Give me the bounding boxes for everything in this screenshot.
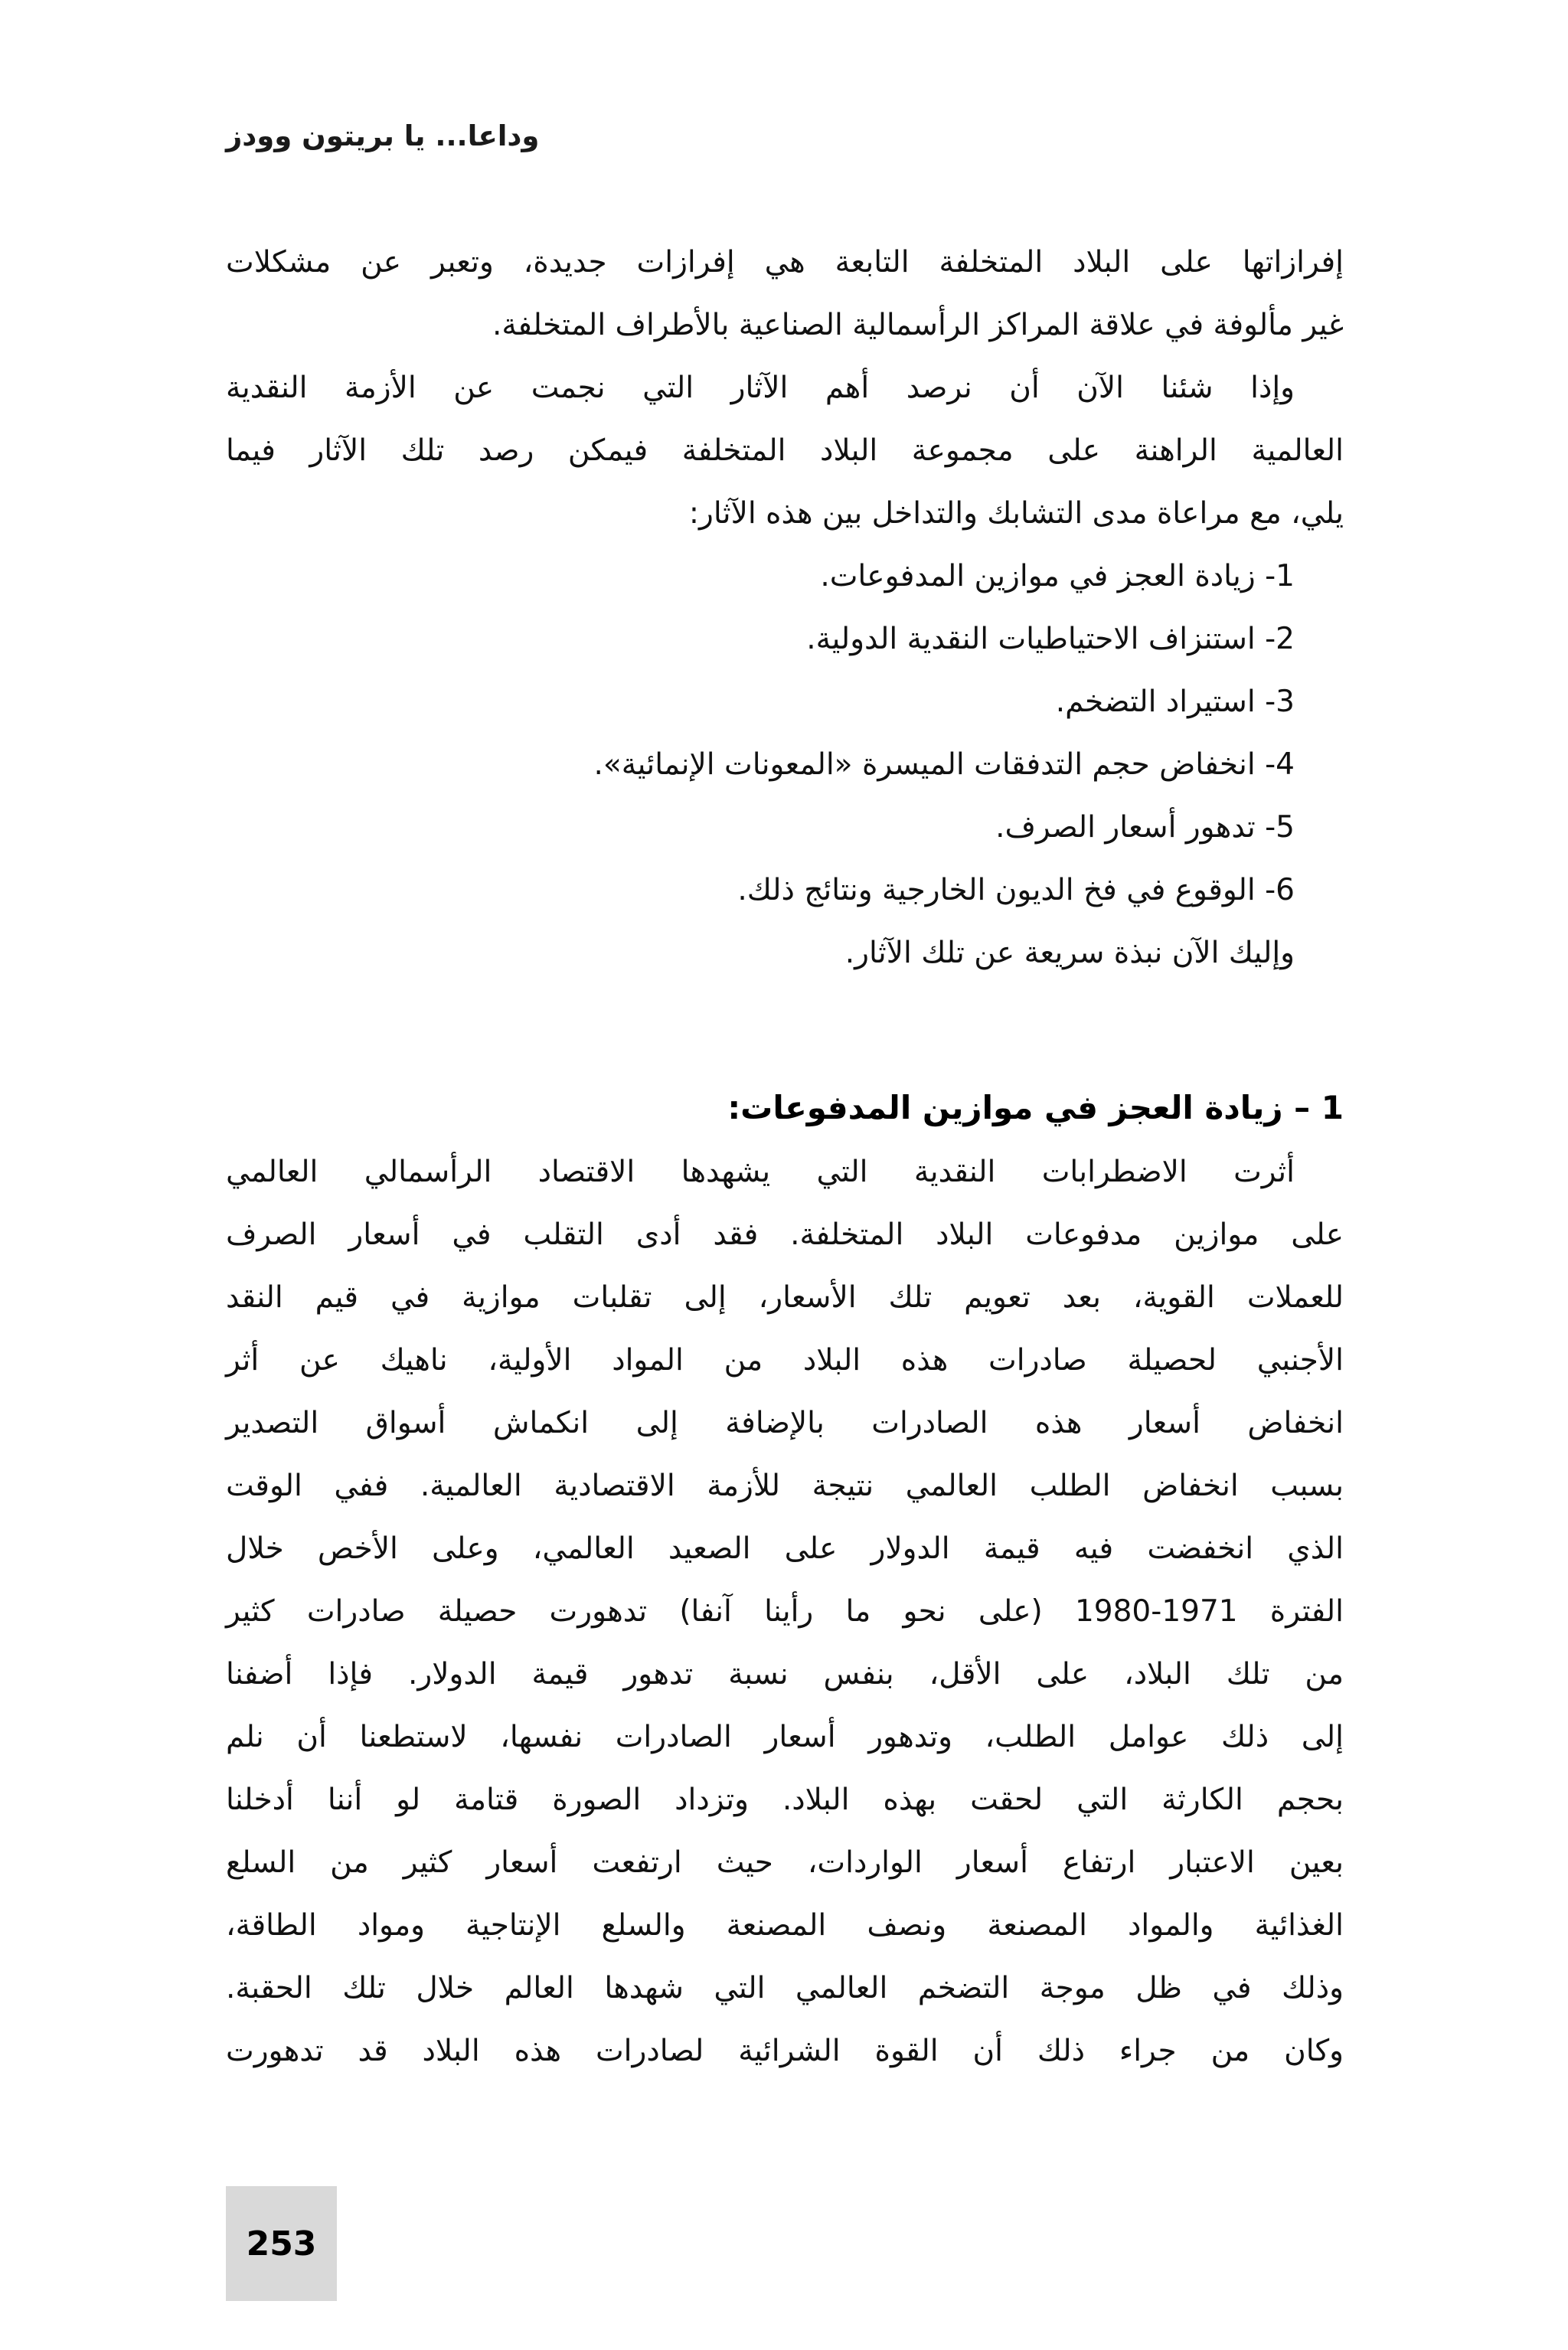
list-item: 1- زيادة العجز في موازين المدفوعات.: [820, 559, 1295, 593]
text-line: على موازين مدفوعات البلاد المتخلفة. فقد أدى التقلب في أسعار الصرف: [226, 1217, 1344, 1252]
text-line: بعين الاعتبار ارتفاع أسعار الواردات، حيث ارتفعت أسعار كثير من السلع: [226, 1845, 1344, 1880]
page-number-box: [226, 2186, 337, 2301]
text-line: العالمية الراهنة على مجموعة البلاد المتخلفة فيمكن رصد تلك الآثار فيما: [226, 433, 1344, 468]
list-item: 3- استيراد التضخم.: [1055, 685, 1295, 719]
text-line: إلى ذلك عوامل الطلب، وتدهور أسعار الصادرات نفسها، لاستطعنا أن نلم: [226, 1720, 1344, 1754]
text-line: الغذائية والمواد المصنعة ونصف المصنعة والسلع الإنتاجية ومواد الطاقة،: [226, 1908, 1344, 1943]
text-line: الأجنبي لحصيلة صادرات هذه البلاد من المواد الأولية، ناهيك عن أثر: [226, 1343, 1344, 1378]
text-line: بحجم الكارثة التي لحقت بهذه البلاد. وتزداد الصورة قتامة لو أننا أدخلنا: [226, 1783, 1344, 1817]
closing-sentence: وإليك الآن نبذة سريعة عن تلك الآثار.: [844, 936, 1295, 970]
effects-list: [226, 545, 1344, 922]
text-line: وكان من جراء ذلك أن القوة الشرائية لصادرات هذه البلاد قد تدهورت: [226, 2034, 1344, 2068]
text-line: للعملات القوية، بعد تعويم تلك الأسعار، إلى تقلبات موازية في قيم النقد: [226, 1280, 1344, 1315]
list-item: 5- تدهور أسعار الصرف.: [995, 810, 1295, 845]
text-line: الذي انخفضت فيه قيمة الدولار على الصعيد العالمي، وعلى الأخص خلال: [226, 1531, 1344, 1566]
list-item: 2- استنزاف الاحتياطيات النقدية الدولية.: [806, 622, 1295, 656]
text-line: انخفاض أسعار هذه الصادرات بالإضافة إلى انكماش أسواق التصدير: [226, 1406, 1344, 1440]
intro-paragraphs: [226, 231, 1344, 985]
list-item: 6- الوقوع في فخ الديون الخارجية ونتائج ذلك.: [737, 873, 1295, 907]
text-line: وإذا شئنا الآن أن نرصد أهم الآثار التي نجمت عن الأزمة النقدية: [226, 371, 1295, 405]
text-line: غير مألوفة في علاقة المراكز الرأسمالية الصناعية بالأطراف المتخلفة.: [492, 308, 1344, 342]
text-line: إفرازاتها على البلاد المتخلفة التابعة هي إفرازات جديدة، وتعبر عن مشكلات: [226, 245, 1344, 279]
text-line: الفترة 1971-1980 (على نحو ما رأينا آنفا) تدهورت حصيلة صادرات كثير: [226, 1594, 1344, 1629]
page-number: 253: [246, 2224, 317, 2263]
text-line: وذلك في ظل موجة التضخم العالمي التي شهدها العالم خلال تلك الحقبة.: [226, 1971, 1344, 2005]
section-heading: 1 – زيادة العجز في موازين المدفوعات:: [727, 1089, 1344, 1126]
list-item: 4- انخفاض حجم التدفقات الميسرة «المعونات الإنمائية».: [593, 747, 1295, 782]
text-line: من تلك البلاد، على الأقل، بنفس نسبة تدهور قيمة الدولار. فإذا أضفنا: [226, 1657, 1344, 1691]
text-line: أثرت الاضطرابات النقدية التي يشهدها الاقتصاد الرأسمالي العالمي: [226, 1155, 1295, 1189]
text-line: يلي، مع مراعاة مدى التشابك والتداخل بين هذه الآثار:: [688, 496, 1344, 531]
text-line: بسبب انخفاض الطلب العالمي نتيجة للأزمة الاقتصادية العالمية. ففي الوقت: [226, 1469, 1344, 1503]
section-paragraph: [226, 1141, 1344, 2083]
running-header: وداعا... يا بريتون وودز: [226, 119, 540, 152]
